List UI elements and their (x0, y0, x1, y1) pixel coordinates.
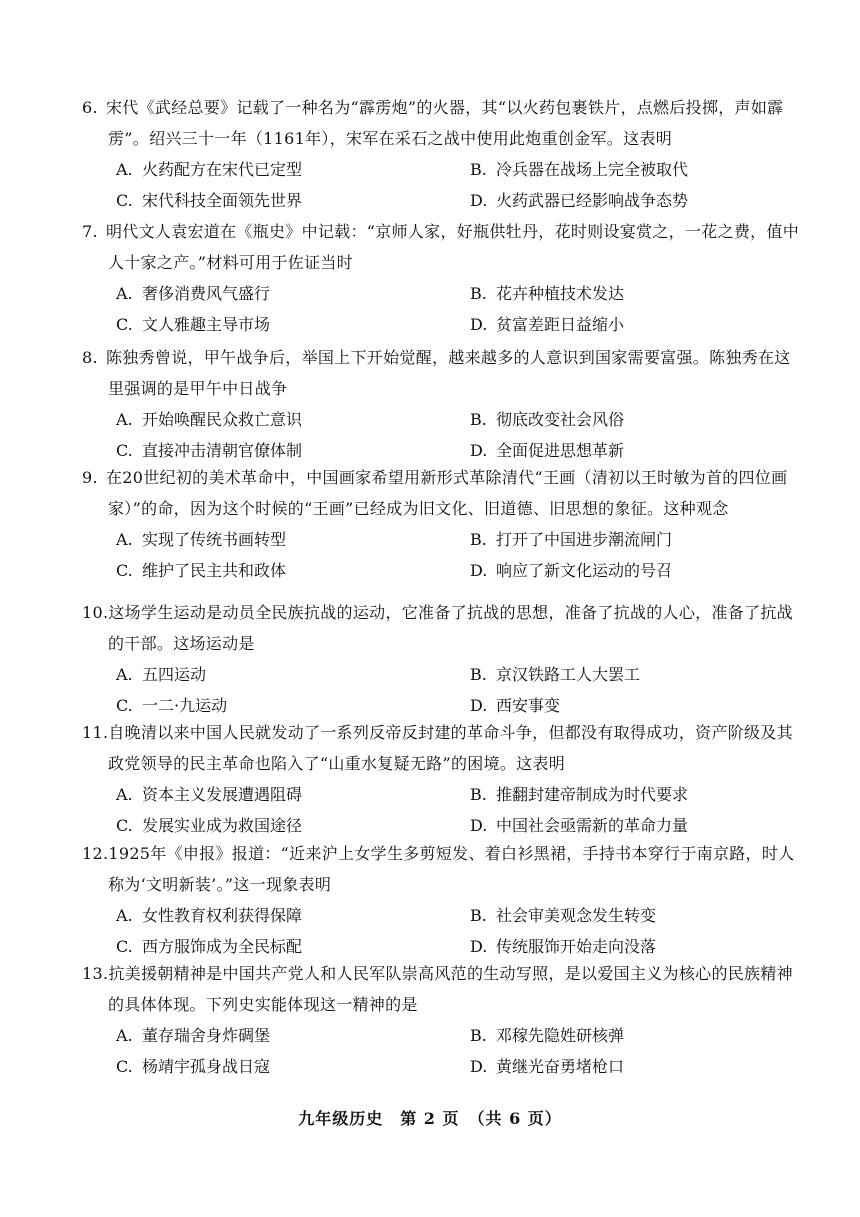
options (82, 154, 802, 216)
question-stem: 13.抗美援朝精神是中国共产党人和人民军队崇高风范的生动写照，是以爱国主义为核心的民族精神的具体体现。下列史实能体现这一精神的是 (82, 958, 802, 1020)
question-stem: 12.1925年《申报》报道：“近来沪上女学生多剪短发、着白衫黑裙，手持书本穿行于南京路，时人称为‘文明新装’。”这一现象表明 (82, 838, 802, 900)
option-d[interactable]: D. 中国社会亟需新的革命力量 (470, 816, 689, 835)
option-a[interactable]: A. 女性教育权利获得保障 (116, 906, 303, 925)
question-9 (82, 462, 802, 586)
option-b[interactable]: B. 彻底改变社会风俗 (470, 410, 625, 429)
option-a[interactable]: A. 五四运动 (116, 665, 207, 684)
option-d[interactable]: D. 响应了新文化运动的号召 (470, 561, 673, 580)
question-number: 13. (82, 964, 109, 983)
option-b[interactable]: B. 花卉种植技术发达 (470, 284, 625, 303)
question-stem: 10.这场学生运动是动员全民族抗战的运动，它准备了抗战的思想，准备了抗战的人心，准备了抗战的干部。这场运动是 (82, 597, 802, 659)
question-12 (82, 838, 802, 962)
option-d[interactable]: D. 黄继光奋勇堵枪口 (470, 1057, 625, 1076)
option-c[interactable]: C. 发展实业成为救国途径 (116, 816, 303, 835)
question-13 (82, 958, 802, 1082)
option-a[interactable]: A. 奢侈消费风气盛行 (116, 284, 271, 303)
question-number: 9. (82, 468, 98, 487)
option-a[interactable]: A. 资本主义发展遭遇阻碍 (116, 785, 303, 804)
question-number: 10. (82, 603, 109, 622)
question-stem: 11.自晚清以来中国人民就发动了一系列反帝反封建的革命斗争，但都没有取得成功，资产阶级及其政党领导的民主革命也陷入了“山重水复疑无路”的困境。这表明 (82, 717, 802, 779)
option-d[interactable]: D. 火药武器已经影响战争态势 (470, 191, 689, 210)
question-11 (82, 717, 802, 841)
option-a[interactable]: A. 开始唤醒民众救亡意识 (116, 410, 303, 429)
question-7 (82, 216, 802, 340)
option-c[interactable]: C. 杨靖宇孤身战日寇 (116, 1057, 271, 1076)
option-d[interactable]: D. 传统服饰开始走向没落 (470, 937, 657, 956)
question-stem: 9. 在20世纪初的美术革命中，中国画家希望用新形式革除清代“王画（清初以王时敏为首的四位画家）”的命，因为这个时候的“王画”已经成为旧文化、旧道德、旧思想的象征。这种观念 (82, 462, 802, 524)
option-c[interactable]: C. 直接冲击清朝官僚体制 (116, 441, 303, 460)
option-c[interactable]: C. 西方服饰成为全民标配 (116, 937, 303, 956)
question-number: 11. (82, 723, 109, 742)
question-number: 12. (82, 844, 109, 863)
page-footer: 九年级历史 第 2 页 （共 6 页） (298, 1109, 562, 1128)
option-b[interactable]: B. 邓稼先隐姓研核弹 (470, 1026, 625, 1045)
option-a[interactable]: A. 火药配方在宋代已定型 (116, 160, 303, 179)
option-a[interactable]: A. 董存瑞舍身炸碉堡 (116, 1026, 271, 1045)
question-8 (82, 342, 802, 466)
option-b[interactable]: B. 打开了中国进步潮流闸门 (470, 530, 673, 549)
question-stem: 8. 陈独秀曾说，甲午战争后，举国上下开始觉醒，越来越多的人意识到国家需要富强。陈独秀在这里强调的是甲午中日战争 (82, 342, 802, 404)
option-c[interactable]: C. 文人雅趣主导市场 (116, 315, 271, 334)
question-number: 7. (82, 222, 98, 241)
option-b[interactable]: B. 社会审美观念发生转变 (470, 906, 657, 925)
option-b[interactable]: B. 冷兵器在战场上完全被取代 (470, 160, 689, 179)
question-10 (82, 597, 802, 721)
options (82, 1020, 802, 1082)
options (82, 900, 802, 962)
option-c[interactable]: C. 宋代科技全面领先世界 (116, 191, 303, 210)
options (82, 404, 802, 466)
option-c[interactable]: C. 一二·九运动 (116, 696, 228, 715)
option-b[interactable]: B. 推翻封建帝制成为时代要求 (470, 785, 689, 804)
option-d[interactable]: D. 全面促进思想革新 (470, 441, 625, 460)
option-b[interactable]: B. 京汉铁路工人大罢工 (470, 665, 641, 684)
option-a[interactable]: A. 实现了传统书画转型 (116, 530, 287, 549)
options (82, 524, 802, 586)
options (82, 779, 802, 841)
question-6 (82, 92, 802, 216)
question-number: 6. (82, 98, 98, 117)
options (82, 278, 802, 340)
option-d[interactable]: D. 贫富差距日益缩小 (470, 315, 625, 334)
option-c[interactable]: C. 维护了民主共和政体 (116, 561, 287, 580)
question-stem: 7. 明代文人袁宏道在《瓶史》中记载：“京师人家，好瓶供牡丹，花时则设宴赏之，一花之费，值中人十家之产。”材料可用于佐证当时 (82, 216, 802, 278)
option-d[interactable]: D. 西安事变 (470, 696, 561, 715)
question-stem: 6. 宋代《武经总要》记载了一种名为“霹雳炮”的火器，其“以火药包裹铁片，点燃后投掷，声如霹雳”。绍兴三十一年（1161年），宋军在采石之战中使用此炮重创金军。这表明 (82, 92, 802, 154)
options (82, 659, 802, 721)
question-number: 8. (82, 348, 98, 367)
